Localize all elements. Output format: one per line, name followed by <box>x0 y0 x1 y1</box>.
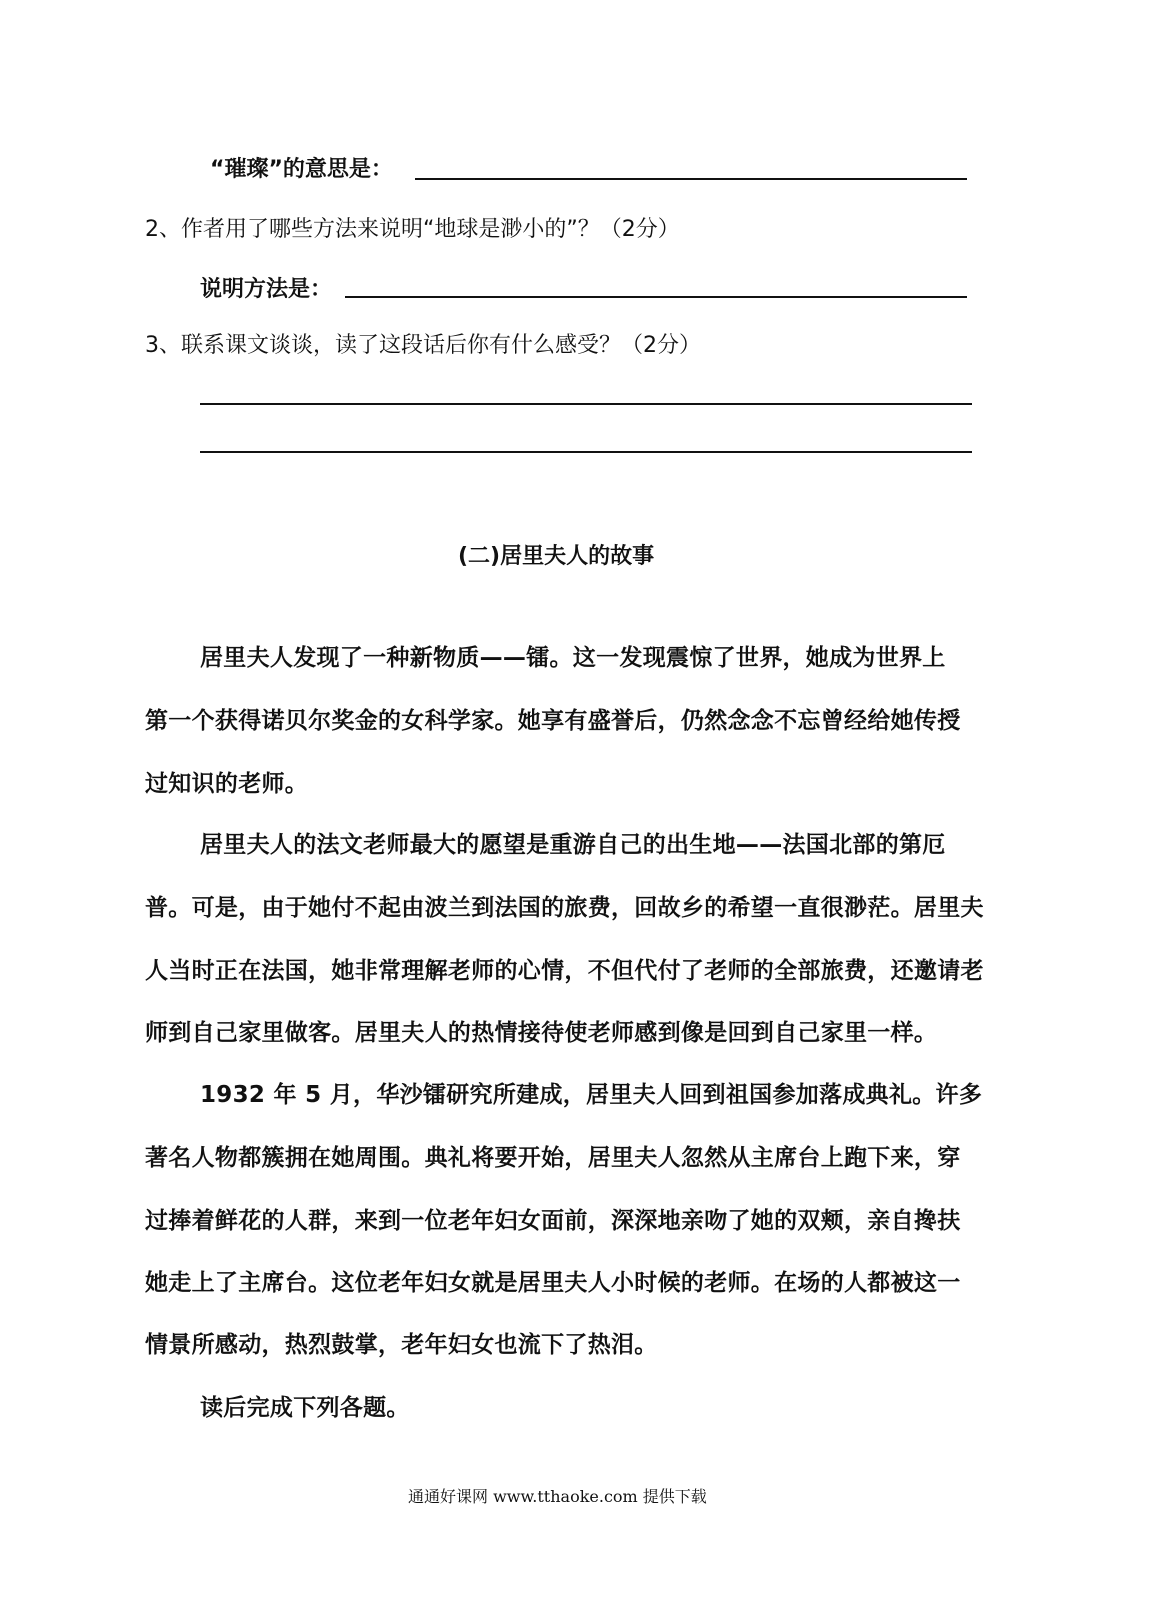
passage-line: 情景所感动，热烈鼓掌，老年妇女也流下了热泪。 <box>145 1332 658 1358</box>
page-footer: 通通好课网 www.tthaoke.com 提供下载 <box>408 1487 707 1506</box>
q1-answer-blank[interactable] <box>415 178 967 180</box>
passage-line: 著名人物都簇拥在她周围。典礼将要开始，居里夫人忽然从主席台上跑下来，穿 <box>145 1145 961 1171</box>
q3-answer-line-1[interactable] <box>200 403 972 405</box>
passage-line: 师到自己家里做客。居里夫人的热情接待使老师感到像是回到自己家里一样。 <box>145 1020 938 1046</box>
section-title: (二)居里夫人的故事 <box>458 544 655 569</box>
q3-answer-line-2[interactable] <box>200 451 972 453</box>
passage-line: 第一个获得诺贝尔奖金的女科学家。她享有盛誉后，仍然念念不忘曾经给她传授 <box>145 708 961 734</box>
passage-line: 居里夫人的法文老师最大的愿望是重游自己的出生地——法国北部的第厄 <box>200 832 946 858</box>
passage-line: 过捧着鲜花的人群，来到一位老年妇女面前，深深地亲吻了她的双颊，亲自搀扶 <box>145 1208 961 1234</box>
passage-line: 她走上了主席台。这位老年妇女就是居里夫人小时候的老师。在场的人都被这一 <box>145 1270 961 1296</box>
q2-answer-blank[interactable] <box>345 296 967 298</box>
q2-answer-label: 说明方法是： <box>200 277 333 302</box>
passage-line: 普。可是，由于她付不起由波兰到法国的旅费，回故乡的希望一直很渺茫。居里夫 <box>145 895 984 921</box>
passage-line: 读后完成下列各题。 <box>200 1395 410 1421</box>
question-3: 3、联系课文谈谈，读了这段话后你有什么感受？（2分） <box>145 333 701 358</box>
passage-line: 过知识的老师。 <box>145 771 309 797</box>
q1-answer-label: “璀璨”的意思是： <box>210 157 393 182</box>
passage-line: 人当时正在法国，她非常理解老师的心情，不但代付了老师的全部旅费，还邀请老 <box>145 958 984 984</box>
passage-line: 1932 年 5 月，华沙镭研究所建成，居里夫人回到祖国参加落成典礼。许多 <box>200 1082 983 1108</box>
passage-line: 居里夫人发现了一种新物质——镭。这一发现震惊了世界，她成为世界上 <box>200 645 946 671</box>
question-2: 2、作者用了哪些方法来说明“地球是渺小的”？（2分） <box>145 217 680 242</box>
